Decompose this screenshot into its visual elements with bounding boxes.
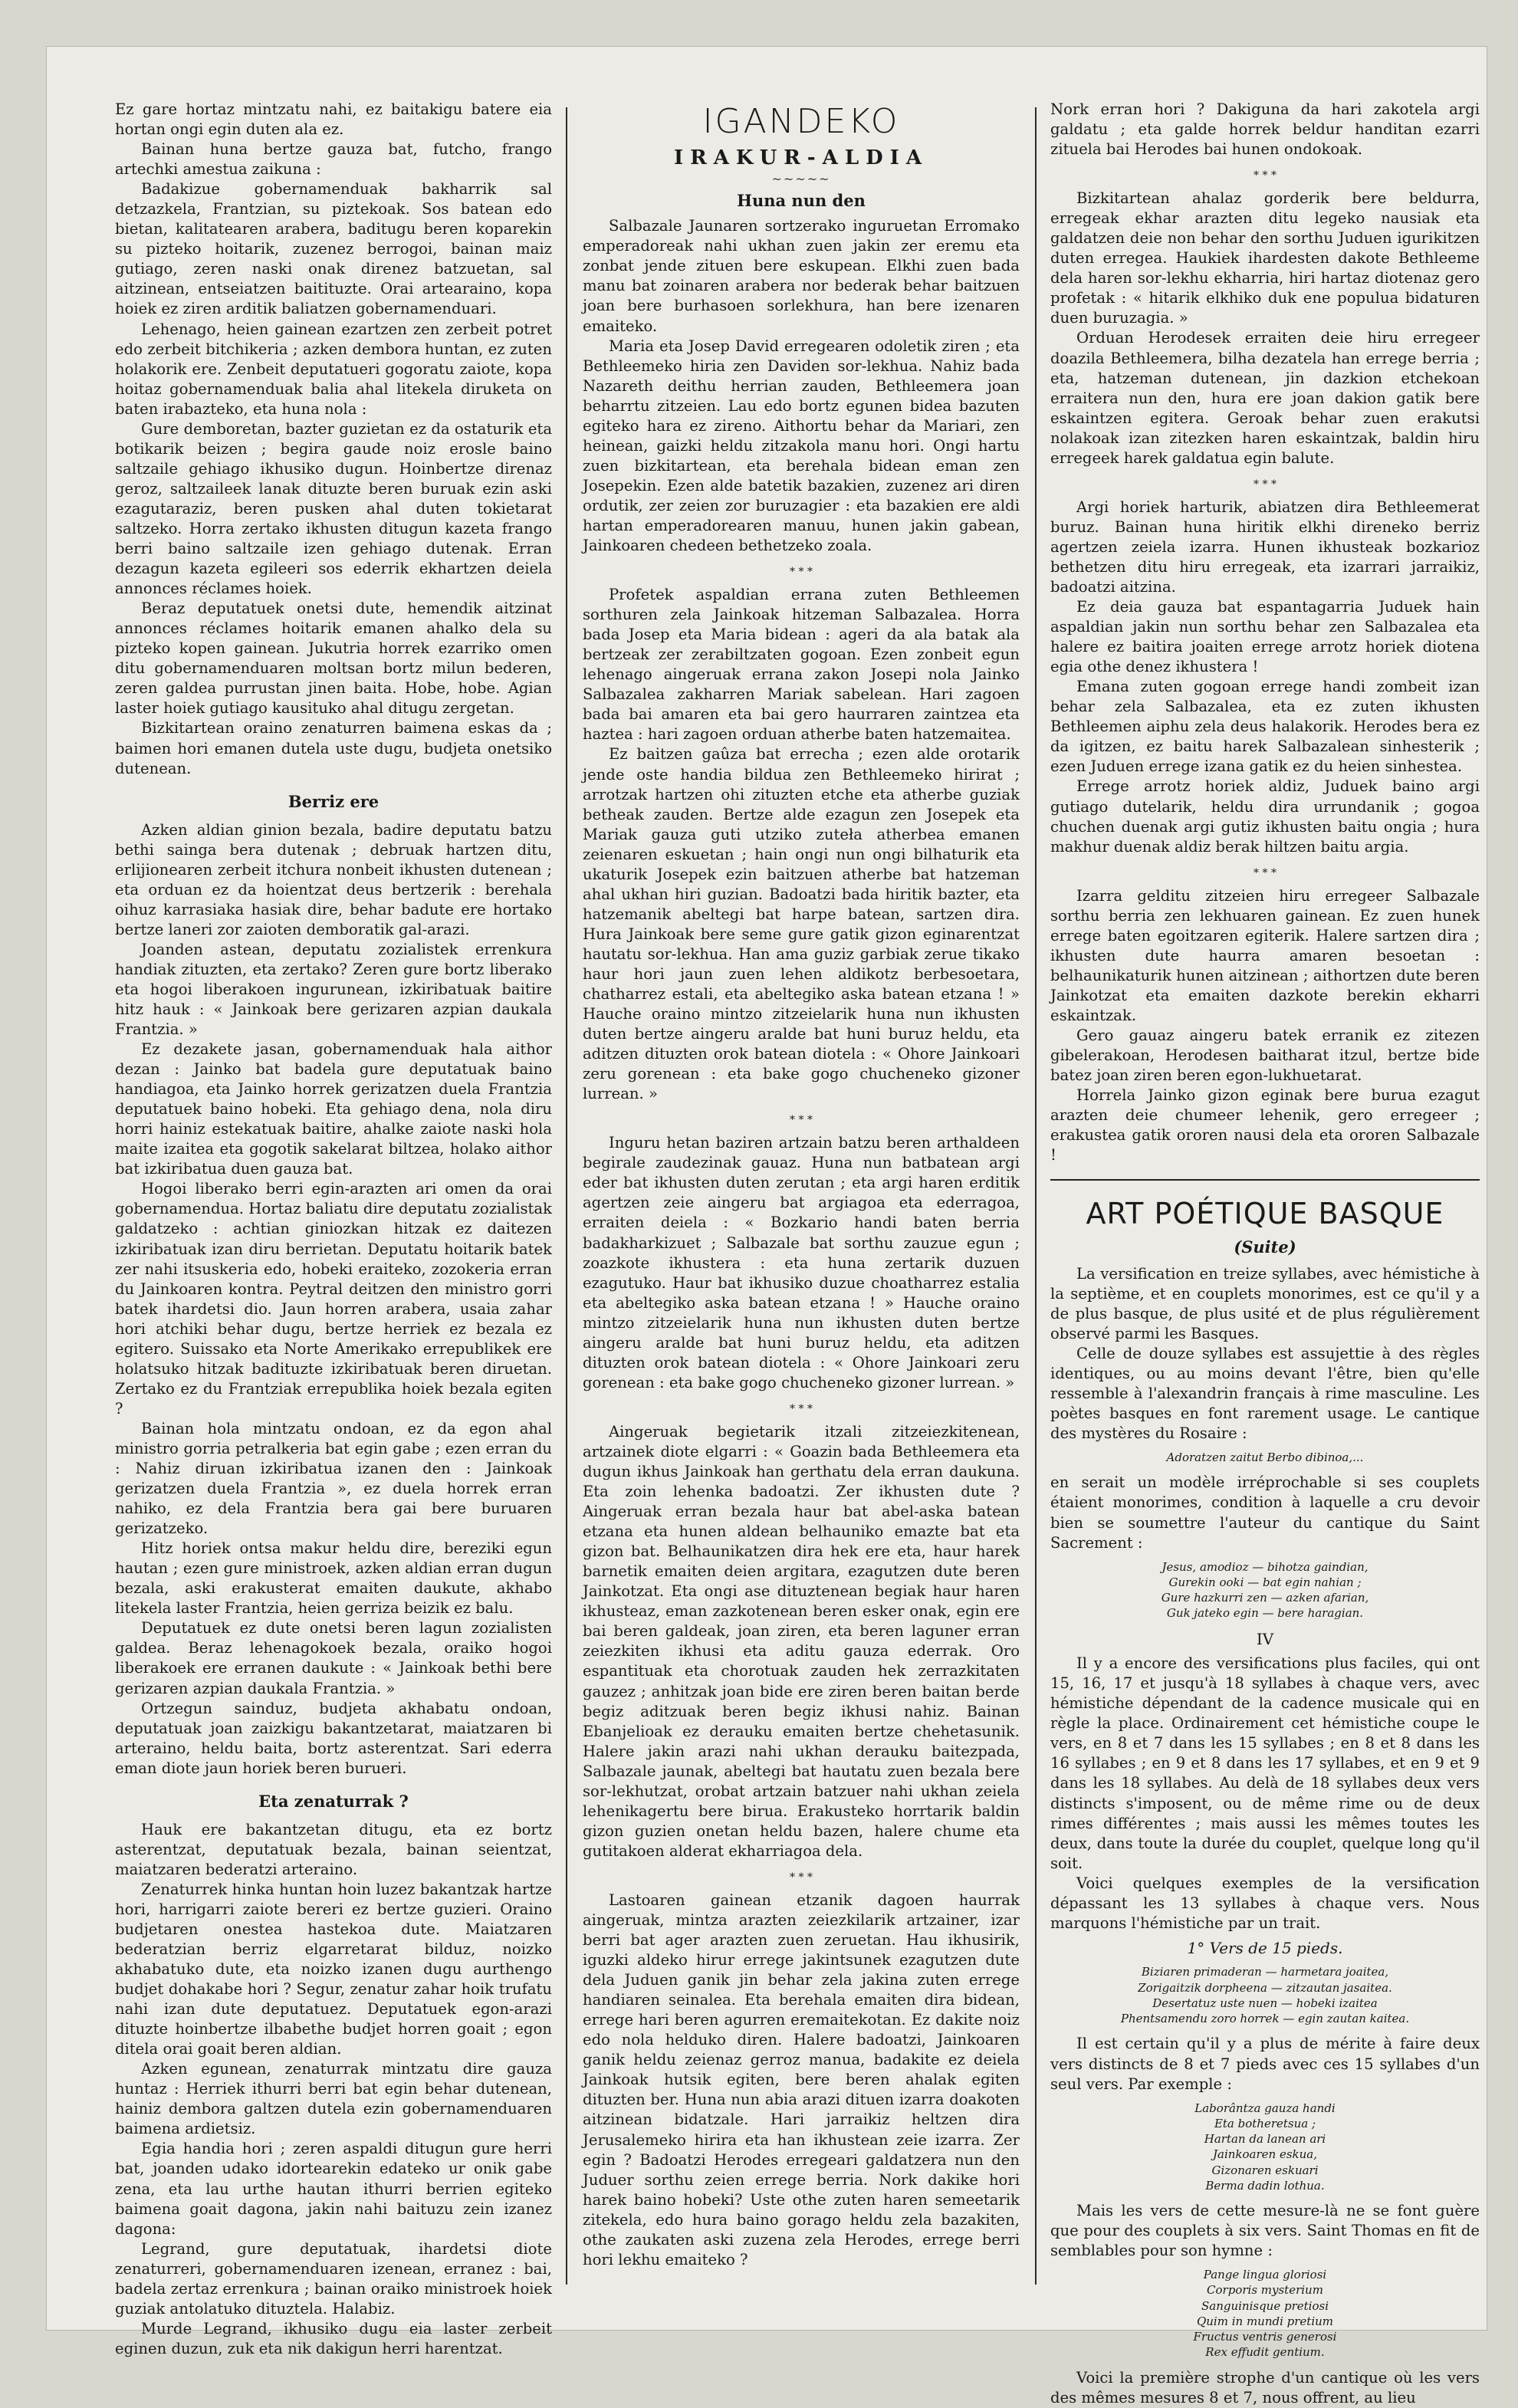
verse-line: Sanguinisque pretiosi: [1201, 2298, 1329, 2313]
masthead-subtitle: IRAKUR-ALDIA: [673, 146, 929, 169]
verse-line: Pange lingua gloriosi: [1203, 2268, 1327, 2282]
verse-block: [1050, 1559, 1480, 1621]
paragraph: Egia handia hori ; zeren aspaldi ditugun gure herri bat, joanden udako idortearekin edateko ur onik gabe zena, eta lau urthe hautan ithurri berrien egiteko baimena goait dagona, jakin nahi baituzu zein izanez dagona:: [115, 2140, 552, 2238]
paragraph: Gure demboretan, bazter guzietan ez da ostaturik eta botikarik beizen ; begira gaude noiz erosle baino saltzaile gehiago ikhusiko dugun. Hoinbertze direnaz geroz, saltzaileek lanak dituzte beren buruak ezin aski ezagutaraziz, beren pusken ahal duten tokietarat saltzeko. Horra zertako ikhusten ditugun kazeta frango berri baino saltzaile izen gehiago dutenak. Erran dezagun kazeta egileeri sos ederrik ekhartzen deiela annonces réclames hoiek.: [115, 419, 552, 598]
verse-line: Biziaren primaderan — harmetara joaitea,: [1141, 1965, 1389, 1979]
asterism-separator: * * *: [790, 1402, 813, 1415]
asterism-separator: * * *: [1254, 478, 1276, 491]
verse-block: [1050, 1964, 1480, 2026]
column-left: [115, 100, 552, 2357]
paragraph: Joanden astean, deputatu zozialistek errenkura handiak zituzten, eta zertako? Zeren gure bortz liberako eta hogoi liberakoen ingurunean, izkiribatuak baitire hitz hauk : « Jainkoak bere gerizaren azpian daukala Frantzia. »: [115, 940, 552, 1038]
article-body: [1050, 100, 1480, 159]
asterism-separator: * * *: [790, 1871, 813, 1884]
verse-line: Hartan da lanean ari: [1204, 2132, 1326, 2147]
paragraph: Legrand, gure deputatuak, ihardetsi diote zenaturreri, gobernamenduaren izenean, erranez : bai, badela zertaz errenkura ; bainan oraiko ministroek hoiek guziak antolatuko dituztela. Halabiz.: [115, 2239, 552, 2318]
paragraph: Orduan Herodesek erraiten deie hiru erregeer doazila Bethleemera, bilha dezatela han errege berria ; eta, hatzeman dutenean, jin dazkion etchekoan erraitera nun den, hura ere joan dakion gatik bere eskaintzen egitera. Geroak behar zuen erakutsi nolakoak izan zitezken haren eskaintzak, baldin hiru erregeek harek galdatua egin balute.: [1050, 329, 1480, 467]
asterism-separator: * * *: [1254, 866, 1276, 879]
paragraph: Ez baitzen gaûza bat errecha ; ezen alde orotarik jende oste handia bildua zen Bethleemeko hirirat ; arrotzak hartzen ohi zituzten etche eta atherbe guziak betheak zauden. Bertze alde ezagun zen Josepek eta Mariak gauza guti utziko zuteła atherbea emanen zeienaren eskuetan ; hain ongi nun ongi bilhaturik eta ukaturik Josepek ezin baitzuen atherbe bat hatzeman ahal ukhan hiri guzian. Badoatzi bada hiritik bazter, eta hatzemanik abeltegi bat harpe batean, sartzen dira. Hura Jainkoak bere seme gure gatik gizon eginarentzat hautatu sor-lekhua. Han ama guziz garbiak zerue tikako haur hori jaun zuen lehen aldikotz berbesoetara, chatharrez estali, eta abeltegiko aska batean etzana ! » Hauche oraino mintzo zitzeielarik huna nun ikhusten duten bertze aingeru araldе bat huni buruz heldu, eta aditzen dituzten orok batean diotela : « Ohore Jainkoari zeru gorenean : eta bake gogo chucheneko gizoner lurrean. »: [583, 745, 1020, 1103]
paragraph: Lehenago, heien gainean ezartzen zen zerbeit potret edo zerbeit bitchikeria ; azken dembora huntan, ez zuten holakorik ere. Zenbeit deputatueri gogoratu zaiote, kopa hoitaz gobernamenduak balia ahal litekela diruketa on baten irabazteko, eta huna nola :: [115, 320, 552, 418]
article-title: ART POÉTIQUE BASQUE: [1086, 1197, 1444, 1231]
paragraph: Izarra gelditu zitzeien hiru erregeer Salbazale sorthu berria zen lekhuaren gainean. Ez zuen hunek errege baten egoitzaren egiterik. Halere sartzen dira ; ikhusten dute haurra amaren besoetan : belhaunikaturik hunen aitzinean ; aithortzen dute beren Jainkotzat eta emaiten dazkote berekin ekharri eskaintzak.: [1050, 886, 1480, 1024]
paragraph: Deputatuek ez dute onetsi beren lagun zozialisten galdea. Beraz lehenagokoek bezala, oraiko hogoi liberakoek ere erranen daukute : « Jainkoak bethi bere gerizaren azpian daukala Frantzia. »: [115, 1619, 552, 1697]
paragraph: Profetek aspaldian errana zuten Bethleemen sorthuren zela Jainkoak hitzeman Salbazalea. Horra bada Josep eta Maria bidean : ageri da ala batak ala bertzeak zer zerabiltzaten gogoan. Ezen zonbeit egun lehenago aingeruak errana zakon Josepi nola Jainko Salbazalea zakharren Mariak sabelean. Hari zagoen bada bai amaren eta bai gero haurraren zaintzea eta haztea : hari zagoen orduan atherbe baten hatzemaitea.: [583, 586, 1020, 744]
section-number: IV: [1256, 1629, 1274, 1648]
article-body: [1050, 498, 1480, 857]
paragraph: La versification en treize syllabes, avec hémistiche à la septième, et en couplets monorimes, est ce qu'il y a de plus basque, de plus usité et de plus régulièrement observé parmi les Basques.: [1050, 1264, 1480, 1342]
asterism-separator: * * *: [790, 1114, 813, 1127]
column-right: [1050, 100, 1480, 2406]
section-heading: Eta zenaturrak ?: [258, 1791, 409, 1811]
article-body: [1050, 886, 1480, 1166]
verse-line: Zorigaitzik dorpheena — zitzautan jasaitea.: [1138, 1980, 1392, 1995]
paragraph: Aingeruak begietarik itzali zitzeiezkitenean, artzainek diote elgarri : « Goazin bada Bethleemera eta dugun ikhus Jainkoak han gerthatu dela erran daukuna. Eta zoin lehenka badoatzi. Zer ikhusten dute ? Aingeruak erran bezala haur bat abel-aska batean etzana eta hunen aldean belhauniko emazte bat eta gizon bat. Belhaunikatzen dira hek ere eta, haur harek barnetik emaiten deien argitara, ezagutzen dute beren Jainkotzat. Eta ongi ase dituztenean begiak haur haren ikhusteaz, eman zazkotenean beren esker onak, egin ere bai beren galdeak, joan ziren, eta beren laguner erran zeiezkiten ikhusi eta aditu gauza ederrak. Oro espantituak eta chorotuak zauden hek zerrazkitaten gauzez ; anhitzak joan bide ere ziren beren baitan berde begiz aditzuak beren begiz ikhusi nahiz. Bainan Ebanjelioak ez derauku emaiten bertze chehetasunik. Halere jakin arazi nahi ukhan derauku baitezpada, Salbazale jaunak, abeltegi bat hautatu zuen bezala bere sor-lekhutzat, orobat artzain batzuer nahi ukhan zeiela lehenikagertu bere birua. Erakusteko horrtarik baldin gizon guzien onetan heldu bazen, halere chume eta gutitakoen alderat ekharriagoa dela.: [583, 1422, 1020, 1860]
paragraph: Nork erran hori ? Dakiguna da hari zakotela argi galdatu ; eta galde horrek beldur handitan ezarri zituela bai Herodes bai hunen ondokoak.: [1050, 100, 1480, 159]
paragraph: Errege arrotz horiek aldiz, Juduek baino argi gutiago dutelarik, heldu dira urrundanik ; gogoa chuchen duenak argi gutiz ikhusten baitu ongia ; hura makhur duenak aldiz berak hiltzen baitu argia.: [1050, 777, 1480, 856]
verse-line: Gurekin ooki — bat egin nahian ;: [1168, 1575, 1362, 1589]
section-rule: [1050, 1179, 1480, 1181]
paragraph: Hauk ere bakantzetan ditugu, eta ez bortz asterentzat, deputatuak bezala, bainan seientzat, maiatzaren bederatzi arteraino.: [115, 1820, 552, 1878]
verse-line: Berma dadin lothua.: [1205, 2178, 1325, 2193]
paragraph: Ez deia gauza bat espantagarria Juduek hain aspaldian jakin nun sorthu behar zen Salbazalea eta halere ez baitira joaiten errege arrotz horiek diotena egia othe denez ikhustera !: [1050, 598, 1480, 676]
paragraph: Il est certain qu'il y a plus de mérite à faire deux vers distincts de 8 et 7 pieds avec ces 15 syllabes d'un seul vers. Par exemple :: [1050, 2035, 1480, 2093]
paragraph: Bainan huna bertze gauza bat, futcho, frango artechki amestua zaikuna :: [115, 140, 552, 179]
article-body: [583, 1891, 1020, 2270]
verse-line: Eta botheretsua ;: [1214, 2116, 1316, 2130]
article-body: [115, 820, 552, 1779]
article-body: [115, 1820, 552, 2359]
article-body: [1050, 1264, 1480, 1444]
article-body: [115, 100, 552, 779]
paragraph: Beraz deputatuek onetsi dute, hemendik aitzinat annonces réclames hoitarik emanen ahalko dela su pizteko kopen gainean. Jukutria horrek ezarriko omen ditu gobernamenduaren moltsan bortz milun bederen, zeren galdea purrustan jinen baita. Hobe, hobe. Agian laster hoiek gutiago kausituko ahal ditugu zergetan.: [115, 600, 552, 718]
paragraph: Lastoaren gainean etzanik dagoen haurrak aingeruak, mintza arazten zeiezkilarik artzainer, izar berri bat ager arazten zuen zeruetan. Hau ikhusirik, iguzki aldeko hirur errege jakintsunek ezagutzen dute dela Juduen ganik jin behar zela jakina zuten errege handiaren seinalea. Eta berehala emaiten dira bidean, errege hari beren agurren eremaitekotan. Ez dakite noiz edo nola helduko diren. Halere badoatzi, Jainkoaren ganik heldu zeienaz gerroz manua, badakite ez deiela Jainkoak hutsik egiten, bere beren ahalak egiten dituzten ber. Huna nun abia arazi dituen izarra doakoten aitzinean bidatzale. Hari jarraikiz heltzen dira Jerusalemeko hirira eta han ikhustean zeie izarra. Zer egin ? Badoatzi Herodes erregeari galdatzera nun den Juduer sorthu zeien errege berria. Nork dakike hori harek baino hobeki? Uste othe zuten haren semeetarik zitekela, edo hura baino gorago heldu zela bazakiten, othe zaukaten aski zuzena zela Herodes, errege berri hori lekhu emaiteko ?: [583, 1891, 1020, 2268]
column-middle: [583, 100, 1020, 2300]
verse-line: Fructus ventris generosi: [1193, 2330, 1337, 2344]
column-divider: [1035, 107, 1037, 2285]
verse-line: Adoratzen zaitut Berbo dibinoa,...: [1166, 1450, 1364, 1465]
paragraph: Bainan hola mintzatu ondoan, ez da egon ahal ministro gorria petralkeria bat egin gabe ; ezen erran du : Nahiz diruan izkiribatua izanen den : Jainkoak gerizatzen duela Frantzia », ez duela horrek erran nahiko, ez dela Frantzia bera gai bere buruaren gerizatzeko.: [115, 1419, 552, 1538]
verse-line: Corporis mysterium: [1207, 2283, 1323, 2298]
article-body: [583, 1133, 1020, 1393]
verse-block: [1050, 2267, 1480, 2360]
paragraph: Ez gare hortaz mintzatu nahi, ez baitakigu batere eia hortan ongi egin duten ala ez.: [115, 100, 552, 139]
verse-line: Jainkoaren eskua,: [1213, 2147, 1317, 2162]
article-body: [1050, 189, 1480, 468]
verse-line: Laborântza gauza handi: [1194, 2101, 1336, 2115]
paragraph: Hitz horiek ontsa makur heldu dire, bereziki egun hautan ; ezen gure ministroek, azken aldian erran dugun bezala, aski erakusterat emaiten daukute, akhabo litekela laster Frantzia, heien gerriza beizik ez balu.: [115, 1539, 552, 1618]
article-title: Huna nun den: [737, 191, 866, 211]
newspaper-page: [46, 46, 1487, 2406]
paragraph: Gero gauaz aingeru batek erranik ez zitezen gibelerakoan, Herodesen baitharat itzul, bertze bide batez joan ziren beren egon-lukhuetarat.: [1050, 1026, 1480, 1085]
paragraph: Celle de douze syllabes est assujettie à des règles identiques, ou au moins devant l'être, bien qu'elle ressemble à l'alexandrin français à rime masculine. Les poètes basques en font rarement usage. Le cantique des mystères du Rosaire :: [1050, 1344, 1480, 1443]
paragraph: en serait un modèle irréprochable si ses couplets étaient monorimes, condition à laquelle a cru devoir bien se soumettre l'auteur du cantique du Saint Sacrement :: [1050, 1473, 1480, 1552]
verse-heading: 1° Vers de 15 pieds.: [1187, 1938, 1343, 1957]
asterism-separator: * * *: [1254, 169, 1276, 182]
article-body: [1050, 2201, 1480, 2261]
masthead-flourish: ~~~~~: [771, 172, 831, 187]
verse-line: Rex effudit gentium.: [1205, 2345, 1325, 2360]
article-body: [583, 1422, 1020, 1861]
paragraph: Il y a encore des versifications plus faciles, qui ont 15, 16, 17 et jusqu'à 18 syllabes à chaque vers, avec hémistiche dépendant de la cadence musicale qui en règle la place. Ordinairement cet hémistiche coupe le vers, en 8 et 7 dans les 15 syllabes ; en 8 et 8 dans les 16 syllabes ; en 9 et 8 dans les 17 syllabes, et en 9 et 9 dans les 18 syllabes. Au delà de 18 syllabes deux vers distincts s'imposent, ou de même rime ou de deux rimes différentes ; mais aussi les mêmes toutes les deux, dans toute la durée du couplet, quelque long qu'il soit.: [1050, 1654, 1480, 1872]
paragraph: Voici quelques exemples de la versification dépassant les 13 syllabes à chaque vers. Nous marquons l'hémistiche par un trait.: [1050, 1874, 1480, 1932]
article-body: [583, 216, 1020, 556]
verse-line: Jesus, amodioz — bihotza gaindian,: [1162, 1559, 1368, 1574]
paragraph: Horrela Jainko gizon eginak bere burua ezagut arazten deie chumeer lehenik, gero erregeer ; erakustea gatik ororen nausi dela eta ororen Salbazale !: [1050, 1086, 1480, 1165]
section-heading: Berriz ere: [288, 791, 380, 811]
paragraph: Bizkitartean ahalaz gorderik bere beldurra, erregeak ekhar arazten ditu legeko nausiak eta galdatzen deie non behar den sorthu Juduen igurikitzen duten erregea. Haukiek ihardesten dakote Bethleeme dela haren sor-lekhu ekharria, hiri hartaz diotenaz gero profetak : « hitarik elkhiko duk ene populua bidaturen duen buruzagia. »: [1050, 189, 1480, 327]
paragraph: Bizkitartean oraino zenaturren baimena eskas da ; baimen hori emanen dutela uste dugu, budjeta onetsiko dutenean.: [115, 719, 552, 777]
paragraph: Mais les vers de cette mesure-là ne se font guère que pour des couplets à six vers. Saint Thomas en fit de semblables pour son hymne :: [1050, 2202, 1480, 2260]
article-body: [1050, 2034, 1480, 2094]
paragraph: Azken egunean, zenaturrak mintzatu dire gauza huntaz : Herriek ithurri berri bat egin behar dutenean, hainiz dembora galtzen dutela ezin gobernamenduaren baimena ardietsiz.: [115, 2060, 552, 2138]
article-body: [583, 585, 1020, 1104]
section-masthead: [583, 100, 1020, 212]
paragraph: Badakizue gobernamenduak bakharrik sal detzazkela, Frantzian, su piztekoak. Sos batean edo bietan, kalitatearen arabera, baditugu beren koparekin su pizteko hoitarik, zuzenez berrogoi, bainan maiz gutiago, zeren naski onak direnez batzuetan, sal aitzinean, entseiatzen baitituzte. Orai artearaino, kopa hoiek ez ziren arditik baliatzen gobernamenduari.: [115, 180, 552, 318]
paragraph: Argi horiek harturik, abiatzen dira Bethleemerat buruz. Bainan huna hiritik elkhi direneko berriz agertzen zeiela izarra. Hunen ikhusteak bozkarioz bethetzen ditu hiru erregeak, eta izarrari jarraikiz, badoatzi aitzina.: [1050, 498, 1480, 596]
verse-block: [1050, 1450, 1480, 1465]
verse-line: Quim in mundi pretium: [1196, 2314, 1334, 2328]
verse-block: [1050, 2101, 1480, 2194]
article-body: [1050, 2368, 1480, 2408]
paragraph: Emana zuten gogoan errege handi zombeit izan behar zela Salbazalea, eta ez zuten ikhusten Bethleemen aiphu zela deus halakorik. Herodes bera ez da igitzen, ez baitu harek Salbazalean sinhesterik ; ezen Juduen errege izana gatik ez du heien sinhestea.: [1050, 678, 1480, 776]
paragraph: Azken aldian ginion bezala, badire deputatu batzu bethi sainga bera dutenak ; debruak hartzen ditu, erlijionearen zerbeit itchura nonbeit ikhusten dutenean ; eta orduan ez da hoientzat deus bertzerik : berehala oihuz karrasiaka hasiak dire, behar badute ere hortako bertze laneri zor zaioten demboratik gal-arazi.: [115, 820, 552, 938]
article-body: [1050, 1654, 1480, 1933]
paragraph: Hogoi liberako berri egin-arazten ari omen da orai gobernamendua. Hortaz baliatu dire deputatu zozialistak galdatzeko : achtian giniozkan hitzak ez daitezen izkiribatuak izan diru berrietan. Deputatu hoitarik batek zer nahi itsuskeria edo, hobeki eraiteko, zozokeria erran du Jainkoaren kontra. Peytral deitzen den ministro gorri batek ihardetsi dio. Jaun horren arabera, usaia zahar hori atchiki behar dugu, bertze herriek ez bezala ez egitero. Suissako eta Norte Amerikako errepublikek ere holatsuko hitzak badituzte izkiribatuak beren diruetan. Zertako ez du Frantziak errepublika hoiek bezala egiten ?: [115, 1180, 552, 1418]
verse-line: Desertatuz uste nuen — hobeki izaitea: [1152, 1996, 1378, 2010]
paragraph: Voici la première strophe d'un cantique où les vers des mêmes mesures 8 et 7, nous offrent, au lieu: [1050, 2368, 1480, 2406]
masthead-title: IGANDEKO: [702, 102, 900, 141]
verse-line: Phentsamendu zoro horrek — egin zautan kaitea.: [1120, 2012, 1410, 2026]
verse-line: Guk jateko egin — bere haragian.: [1166, 1606, 1364, 1621]
paragraph: Ez dezakete jasan, gobernamenduak hala aithor dezan : Jainko bat badela gure deputatuak baino handiagoa, eta Jainko horrek gerizatzen duela Frantzia deputatuek baino hobeki. Eta gehiago dena, nola diru horri hainiz estekatuak baitire, ahalke zaiote naski hola maite izaitea eta gogotik sakelarat biltzea, holako aithor bat izkiribatua duen gauza bat.: [115, 1040, 552, 1178]
paragraph: Maria eta Josep David erregearen odoletik ziren ; eta Bethleemeko hiria zen Daviden sor-lekhua. Nahiz bada Nazareth deithu herrian zauden, Bethleemera joan beharrtu zitzeien. Lau edo bortz egunen bidea bazuten egiteko hara ez zireno. Aithortu behar da Mariari, zen heinean, gaizki heldu zitzakola manu hori. Ongi hartu zuen bizkitartean, eta berehala bidean eman zen Josepekin. Ezen alde batetik bazakien, zuzenez ari diren ordutik, zer zeien zor buruzagier : eta bazakien ere aldi hartan emperadorearen manuu, hunen jakin gabean, Jainkoaren chedeen bethetzeko zoala.: [583, 337, 1020, 555]
paragraph: Murde Legrand, ikhusiko dugu eia laster zerbeit eginen duzun, zuk eta nik dakigun herri harentzat.: [115, 2319, 552, 2357]
article-body: [1050, 1473, 1480, 1552]
asterism-separator: * * *: [790, 566, 813, 579]
column-divider: [566, 107, 567, 2285]
article-subtitle: (Suite): [1234, 1237, 1296, 1257]
paragraph: Salbazale Jaunaren sortzerako inguruetan Erromako emperadoreak nahi ukhan zuen jakin zer eremu eta zonbat jende zituen bere eskupean. Elkhi zuen bada manu bat zoinaren arabera nor bederak behar baitzuen joan bere burhasoen sorlekhura, han bere izenaren emaiteko.: [583, 217, 1020, 335]
verse-line: Gizonaren eskuari: [1211, 2163, 1319, 2177]
paragraph: Zenaturrek hinka huntan hoin luzez bakantzak hartze hori, harrigarri zaiote bereri ez bertze guzieri. Oraino budjetaren onestea hastekoa dute. Maiatzaren bederatzian berriz elgarretarat bilduz, noizko akhabatuko dute, eta noizko izanen dugu aurthengo budjet dohakabe hori ? Segur, zenatur zahar hoik trufatu nahi izan dute deputatuez. Deputatuek egon-arazi dituzte hoinbertze ilbabethe budjet horren goait ; egon ditela orai goait beren aldian.: [115, 1880, 552, 2058]
paragraph: Ortzegun sainduz, budjeta akhabatu ondoan, deputatuak joan zaizkigu bakantzetarat, maiatzaren bi arteraino, heldu baita, bortz asterentzat. Sari ederra eman diote jaun horiek beren burueri.: [115, 1699, 552, 1777]
paragraph: Inguru hetan bazirеn artzain batzu beren arthaldeen begirale zaudezinak gauaz. Huna nun batbatean argi eder bat ikhusten duten zerutan ; eta argi haren erditik agertzen zeie aingeru bat argiagoa eta ederragoa, erraiten deiela : « Bozkario handi baten berria badakharkizuet ; Salbazale bat sorthu zauzue egun ; zoazkote ikhustera : eta huna zertarik duzuen ezagutuko. Haur bat ikhusiko duzue choatharrez estalia eta abeltegiko aska batean etzana ! » Hauche oraino mintzo zitzeielarik huna nun ikhusten duten bertze aingeru aralde bat huni buruz heldu, eta aditzen dituzten orok batean diotela : « Ohore Jainkoari zeru gorenean : eta bake gogo chucheneko gizoner lurrean. »: [583, 1134, 1020, 1391]
verse-line: Gure hazkurri zen — azken afarian,: [1161, 1591, 1369, 1605]
